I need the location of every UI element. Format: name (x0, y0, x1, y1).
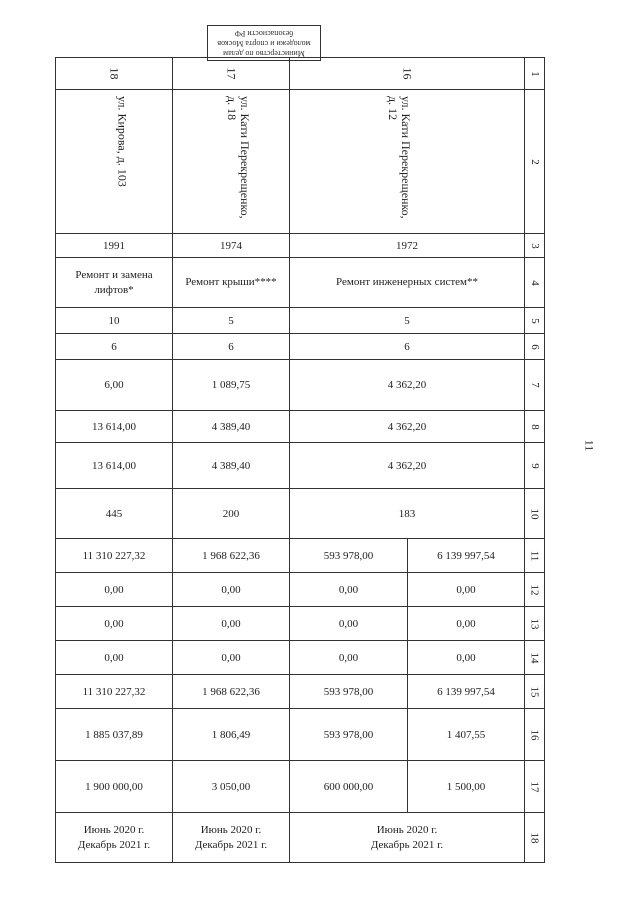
value-cell: 445 (56, 489, 173, 539)
value-cell: 1 500,00 (408, 761, 525, 813)
value-cell: 11 310 227,32 (56, 539, 173, 573)
value-cell: 1 885 037,89 (56, 709, 173, 761)
year-cell: 1991 (56, 234, 173, 258)
value-cell: 4 362,20 (290, 360, 525, 411)
page-number: 11 (582, 439, 597, 452)
value-cell: 0,00 (290, 641, 408, 675)
value-cell: 5 (173, 308, 290, 334)
value-cell: 600 000,00 (290, 761, 408, 813)
value-cell: 4 389,40 (173, 411, 290, 443)
row-number: 9 (525, 443, 545, 489)
work-type-cell: Ремонт и замена лифтов* (56, 258, 173, 308)
table-row (56, 360, 545, 411)
value-cell: 0,00 (173, 641, 290, 675)
period-end: Декабрь 2021 г. (194, 838, 268, 851)
row-number: 18 (525, 813, 545, 863)
value-cell: 0,00 (56, 641, 173, 675)
value-cell: 6 (173, 334, 290, 360)
period-cell (56, 813, 173, 863)
table-row (56, 573, 545, 607)
column-number-cell: 16 (290, 58, 525, 90)
value-cell: 4 362,20 (290, 411, 525, 443)
value-cell: 200 (173, 489, 290, 539)
value-cell: 0,00 (173, 573, 290, 607)
value-cell: 0,00 (290, 573, 408, 607)
value-cell: 4 362,20 (290, 443, 525, 489)
row-number: 4 (525, 258, 545, 308)
period-start: Июнь 2020 г. (200, 823, 262, 836)
value-cell: 0,00 (173, 607, 290, 641)
row-number: 5 (525, 308, 545, 334)
row-number: 13 (525, 607, 545, 641)
row-number: 2 (525, 90, 545, 234)
period-cell (173, 813, 290, 863)
table-row (56, 443, 545, 489)
value-cell: 0,00 (56, 573, 173, 607)
year-cell: 1974 (173, 234, 290, 258)
address-cell: ул. Кати Перекрещенко, д. 18 (173, 90, 290, 234)
stamp-line: Министерство по делам (223, 49, 305, 58)
value-cell: 0,00 (408, 573, 525, 607)
value-cell: 1 407,55 (408, 709, 525, 761)
row-number: 1 (525, 58, 545, 90)
value-cell: 11 310 227,32 (56, 675, 173, 709)
table-row (56, 641, 545, 675)
value-cell: 183 (290, 489, 525, 539)
table-row (56, 308, 545, 334)
column-number-cell: 18 (56, 58, 173, 90)
value-cell: 1 968 622,36 (173, 675, 290, 709)
table-row (56, 761, 545, 813)
table-row (56, 258, 545, 308)
value-cell: 6 (290, 334, 525, 360)
address-cell: ул. Кати Перекрещенко, д. 12 (290, 90, 525, 234)
value-cell: 0,00 (290, 607, 408, 641)
value-cell: 1 806,49 (173, 709, 290, 761)
value-cell: 1 968 622,36 (173, 539, 290, 573)
value-cell: 13 614,00 (56, 411, 173, 443)
row-number: 16 (525, 709, 545, 761)
value-cell: 593 978,00 (290, 709, 408, 761)
row-number: 14 (525, 641, 545, 675)
stamp-line: молодежи и спорта Москов (217, 39, 311, 48)
value-cell: 4 389,40 (173, 443, 290, 489)
table-row (56, 709, 545, 761)
table-row (56, 90, 545, 234)
value-cell: 0,00 (56, 607, 173, 641)
period-end: Декабрь 2021 г. (77, 838, 151, 851)
value-cell: 6 139 997,54 (408, 675, 525, 709)
value-cell: 593 978,00 (290, 675, 408, 709)
row-number: 8 (525, 411, 545, 443)
row-number: 11 (525, 539, 545, 573)
table-row (56, 334, 545, 360)
table-row (56, 539, 545, 573)
row-number: 10 (525, 489, 545, 539)
column-number-cell: 17 (173, 58, 290, 90)
value-cell: 593 978,00 (290, 539, 408, 573)
value-cell: 6 139 997,54 (408, 539, 525, 573)
table-row (56, 411, 545, 443)
value-cell: 0,00 (408, 607, 525, 641)
value-cell: 6,00 (56, 360, 173, 411)
value-cell: 10 (56, 308, 173, 334)
row-number: 15 (525, 675, 545, 709)
repair-program-table (55, 57, 545, 863)
period-start: Июнь 2020 г. (83, 823, 145, 836)
value-cell: 0,00 (408, 641, 525, 675)
row-number: 6 (525, 334, 545, 360)
work-type-cell: Ремонт инженерных систем** (290, 258, 525, 308)
table-row (56, 234, 545, 258)
value-cell: 5 (290, 308, 525, 334)
value-cell: 6 (56, 334, 173, 360)
address-cell: ул. Кирова, д. 103 (56, 90, 173, 234)
table-row (56, 58, 545, 90)
table-row (56, 607, 545, 641)
period-end: Декабрь 2021 г. (370, 838, 444, 851)
year-cell: 1972 (290, 234, 525, 258)
value-cell: 1 089,75 (173, 360, 290, 411)
period-start: Июнь 2020 г. (376, 823, 438, 836)
row-number: 17 (525, 761, 545, 813)
table-row (56, 675, 545, 709)
value-cell: 1 900 000,00 (56, 761, 173, 813)
work-type-cell: Ремонт крыши**** (173, 258, 290, 308)
row-number: 3 (525, 234, 545, 258)
row-number: 12 (525, 573, 545, 607)
row-number: 7 (525, 360, 545, 411)
table-row (56, 813, 545, 863)
table-row (56, 489, 545, 539)
period-cell (290, 813, 525, 863)
value-cell: 13 614,00 (56, 443, 173, 489)
ministry-stamp (207, 25, 321, 61)
value-cell: 3 050,00 (173, 761, 290, 813)
stamp-line: безопасности РФ (234, 29, 294, 38)
